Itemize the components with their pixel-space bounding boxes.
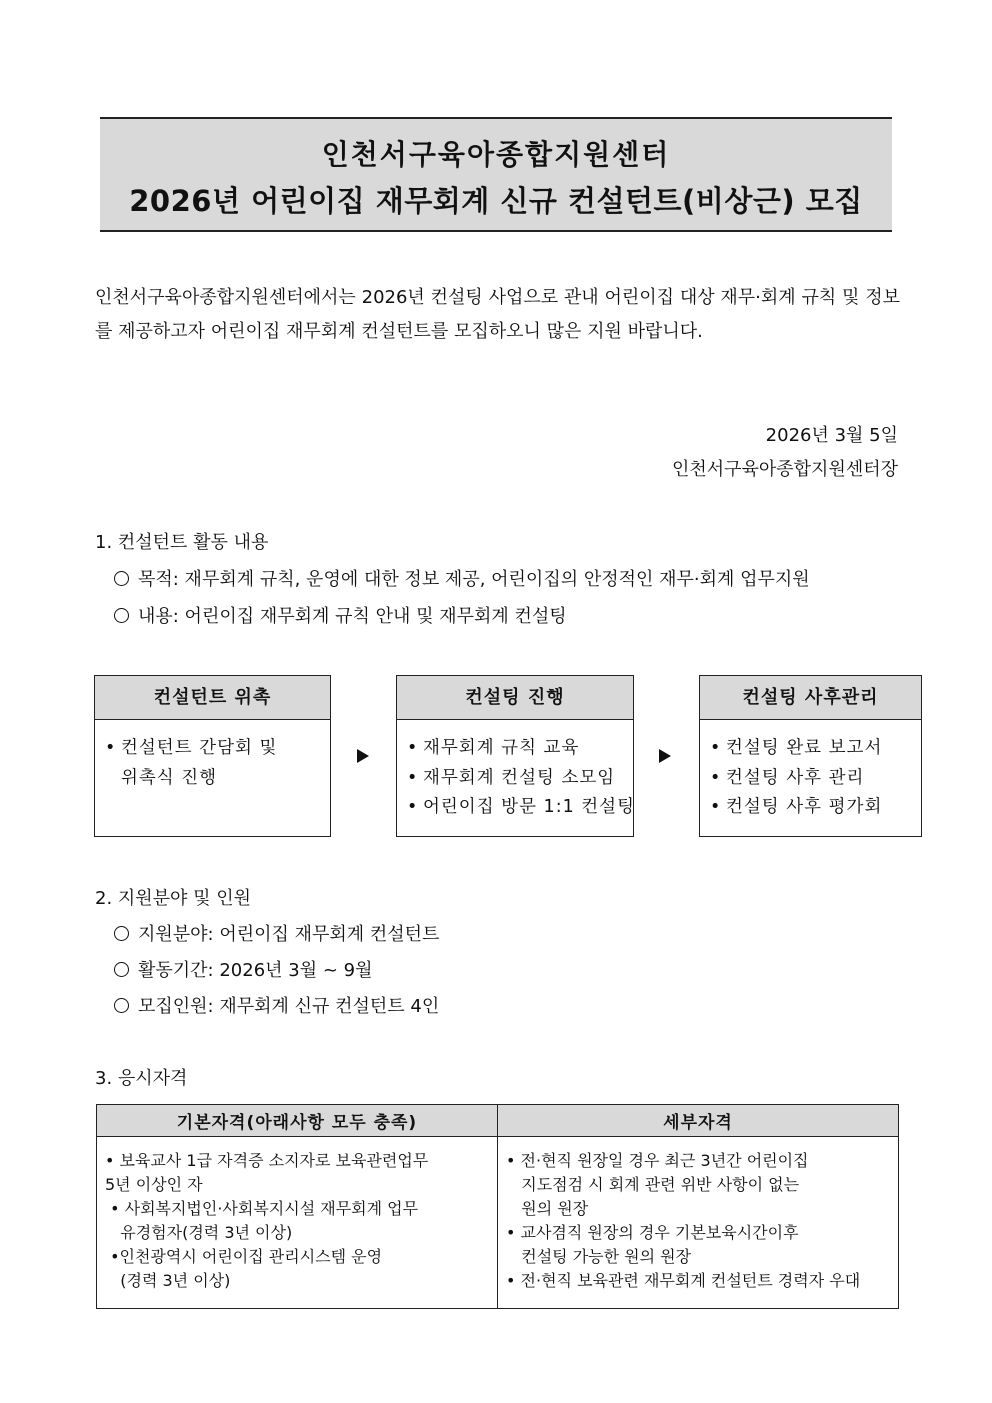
flow-box-item-continuation: 위촉식 진행 xyxy=(121,767,218,788)
flow-box-title: 컨설턴트 위촉 xyxy=(95,676,330,720)
qualification-line: • 교사겸직 원장의 경우 기본보육시간이후 xyxy=(506,1223,799,1242)
flow-arrow-icon xyxy=(659,749,671,763)
flow-box-consulting xyxy=(396,675,634,837)
title-organization: 인천서구육아종합지원센터 xyxy=(321,138,671,171)
qualification-line: • 전·현직 원장일 경우 최근 3년간 어린이집 xyxy=(506,1151,809,1170)
qualification-header-detail: 세부자격 xyxy=(498,1105,899,1137)
qualification-header-basic: 기본자격(아래사항 모두 충족) xyxy=(97,1105,498,1137)
section1-bullet-content: 내용: 어린이집 재무회계 규칙 안내 및 재무회계 컨설팅 xyxy=(114,602,567,628)
qualification-line: 원의 원장 xyxy=(506,1199,589,1218)
flow-box-item: • 컨설턴트 간담회 및 xyxy=(105,734,320,764)
announcement-signer: 인천서구육아종합지원센터장 xyxy=(671,459,898,480)
flow-box-item: • 컨설팅 사후 관리 xyxy=(710,764,911,794)
section1-title: 1. 컨설턴트 활동 내용 xyxy=(95,532,269,553)
flow-box-item: • 컨설팅 사후 평가회 xyxy=(710,793,911,823)
qualification-line: • 사회복지법인·사회복지시설 재무회계 업무 xyxy=(105,1199,419,1218)
qualification-line: 지도점검 시 회계 관련 위반 사항이 없는 xyxy=(506,1175,800,1194)
circle-bullet-icon xyxy=(114,926,129,941)
qualification-line: (경력 3년 이상) xyxy=(105,1271,231,1290)
intro-paragraph: 인천서구육아종합지원센터에서는 2026년 컨설팅 사업으로 관내 어린이집 대상 재무·회계 규칙 및 정보를 제공하고자 어린이집 재무회계 컨설턴트를 모집하오니 많은 지원 바랍니다. xyxy=(95,287,900,342)
qualification-line: • 전·현직 보육관련 재무회계 컨설턴트 경력자 우대 xyxy=(506,1271,861,1290)
section1-bullet-purpose: 목적: 재무회계 규칙, 운영에 대한 정보 제공, 어린이집의 안정적인 재무·회계 업무지원 xyxy=(114,565,810,591)
section2-bullet-field: 지원분야: 어린이집 재무회계 컨설턴트 xyxy=(114,920,439,946)
qualification-line: • 보육교사 1급 자격증 소지자로 보육관련업무 xyxy=(105,1151,429,1170)
flow-box-item: • 컨설팅 완료 보고서 xyxy=(710,734,911,764)
circle-bullet-icon xyxy=(114,571,129,586)
circle-bullet-icon xyxy=(114,608,129,623)
flow-box-appointment xyxy=(94,675,331,837)
flow-box-item: • 재무회계 컨설팅 소모임 xyxy=(407,764,623,794)
flow-box-title: 컨설팅 사후관리 xyxy=(700,676,921,720)
flow-arrow-icon xyxy=(357,749,369,763)
qualification-line: •인천광역시 어린이집 관리시스템 운영 xyxy=(105,1247,383,1266)
flow-box-aftercare xyxy=(699,675,922,837)
section2-bullet-headcount: 모집인원: 재무회계 신규 컨설턴트 4인 xyxy=(114,992,439,1018)
qualification-detail-cell xyxy=(498,1137,899,1309)
qualification-line: 컨설팅 가능한 원의 원장 xyxy=(506,1247,692,1266)
section2-title: 2. 지원분야 및 인원 xyxy=(95,888,252,909)
title-box xyxy=(100,117,892,232)
flow-box-item: • 재무회계 규칙 교육 xyxy=(407,734,623,764)
flow-box-title: 컨설팅 진행 xyxy=(397,676,633,720)
circle-bullet-icon xyxy=(114,962,129,977)
qualification-line: 5년 이상인 자 xyxy=(105,1175,203,1194)
circle-bullet-icon xyxy=(114,998,129,1013)
qualification-line: 유경험자(경력 3년 이상) xyxy=(105,1223,293,1242)
qualification-basic-cell xyxy=(97,1137,498,1309)
section2-bullet-period: 활동기간: 2026년 3월 ~ 9월 xyxy=(114,956,372,982)
announcement-date: 2026년 3월 5일 xyxy=(765,425,898,446)
qualification-table xyxy=(96,1104,899,1309)
section3-title: 3. 응시자격 xyxy=(95,1068,188,1089)
flow-box-item: • 어린이집 방문 1:1 컨설팅 xyxy=(407,793,623,823)
title-main: 2026년 어린이집 재무회계 신규 컨설턴트(비상근) 모집 xyxy=(129,184,863,218)
